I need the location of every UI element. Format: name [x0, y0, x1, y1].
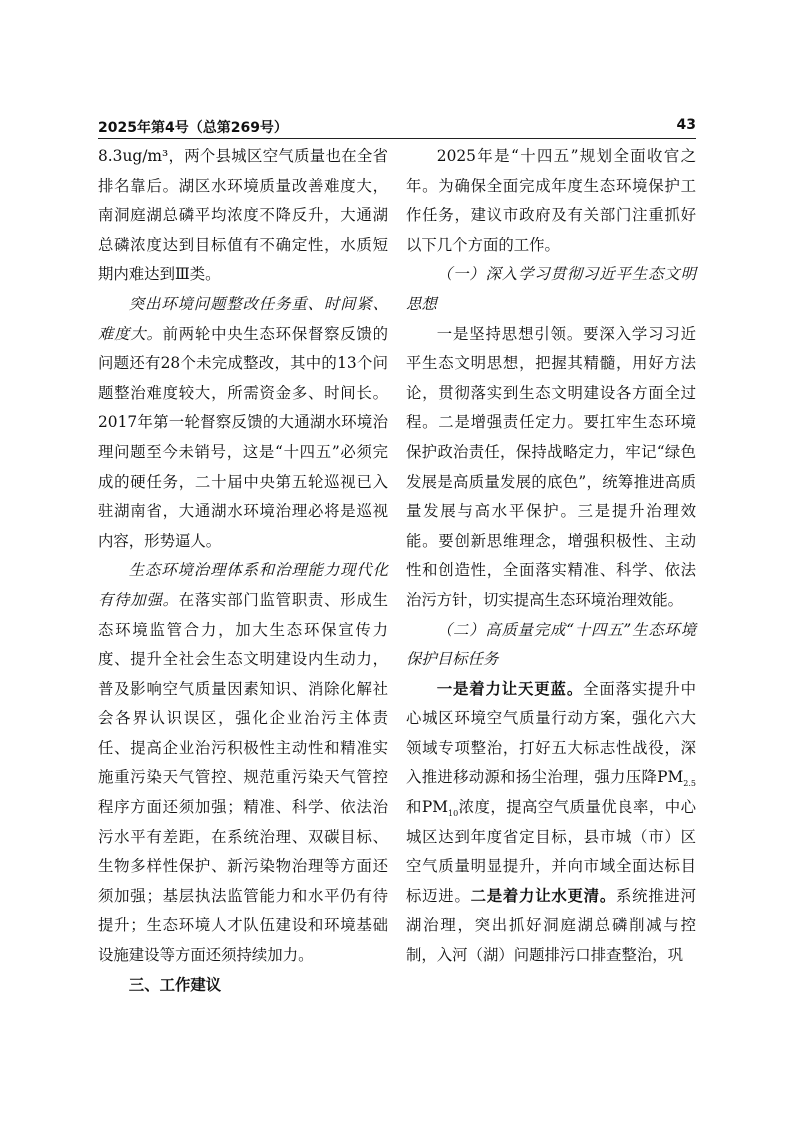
left-column: [98, 142, 388, 1000]
paragraph-body: 在落实部门监管职责、形成生态环境监管合力，加大生态环保宣传力度、提升全社会生态文明建设内生动力，普及影响空气质量因素知识、消除化解社会各界认识误区，强化企业治污主体责任、提高企业治污积极性主动性和精准实施重污染天气管控、规范重污染天气管控程序方面还须加强；精准、科学、依法治污水平有差距，在系统治理、双碳目标、生物多样性保护、新污染物治理等方面还须加强；基层执法监管能力和水平仍有待提升；生态环境人才队伍建设和环境基础设施建设等方面还须持续加力。: [98, 590, 388, 965]
paragraph-thought: 一是坚持思想引领。要深入学习习近平生态文明思想，把握其精髓，用好方法论，贯彻落实到生态文明建设各方面全过程。二是增强责任定力。要扛牢生态环境保护政治责任，保持战略定力，牢记“绿色发展是高质量发展的底色”，统筹推进高质量发展与高水平保护。三是提升治理效能。要创新思维理念，增强积极性、主动性和创造性，全面落实精准、科学、依法治污方针，切实提高生态环境治理效能。: [406, 324, 696, 609]
paragraph-governance: [98, 556, 388, 970]
issue-label: 2025年第4号（总第269号）: [98, 120, 288, 136]
paragraph-sky-water: [406, 675, 696, 971]
bold-lead-sky: 一是着力让天更蓝。: [436, 679, 584, 698]
paragraph-lead: 突出环境问题整改任务重、时间紧、难度大。: [98, 294, 388, 343]
paragraph-text: 浓度，提高空气质量优良率，中心城区达到年度省定目标，县市城（市）区空气质量明显提升，并向市域全面达标目标迈进。: [406, 798, 696, 905]
subheading-study-thought: （一）深入学习贯彻习近平生态文明思想: [406, 265, 696, 313]
paragraph-text: 和PM: [406, 798, 448, 817]
pm10-subscript: 10: [447, 809, 459, 819]
section-heading: 三、工作建议: [128, 975, 222, 994]
paragraph-rectification: [98, 290, 388, 556]
header-rule: [98, 138, 696, 139]
subheading-targets: （二）高质量完成“十四五”生态环境保护目标任务: [406, 620, 696, 669]
pm25-subscript: 2.5: [683, 779, 696, 789]
bold-lead-water: 二是着力让水更清。: [470, 886, 616, 905]
paragraph-lead: 生态环境治理体系和治理能力现代化有待加强。: [98, 561, 388, 609]
paragraph-body: 前两轮中央生态环保督察反馈的问题还有28个未完成整改，其中的13个问题整治难度较大，所需资金多、时间长。2017年第一轮督察反馈的大通湖水环境治理问题至今未销号，这是“十四五”必须完成的硬任务，二十届中央第五轮巡视已入驻湖南省，大通湖水环境治理必将是巡视内容，形势逼人。: [98, 324, 388, 550]
page-number: 43: [676, 117, 696, 133]
paragraph-text: 系统推进河湖治理，突出抓好洞庭湖总磷削减与控制，入河（湖）问题排污口排查整治，巩: [406, 886, 696, 965]
paragraph-air-water-quality: 8.3ug/m³，两个县城区空气质量也在全省排名靠后。湖区水环境质量改善难度大，南洞庭湖总磷平均浓度不降反升，大通湖总磷浓度达到目标值有不确定性，水质短期内难达到Ⅲ类。: [98, 147, 388, 284]
paragraph-intro: 2025年是“十四五”规划全面收官之年。为确保全面完成年度生态环境保护工作任务，建议市政府及有关部门注重抓好以下几个方面的工作。: [406, 147, 696, 254]
running-header: [98, 117, 696, 137]
right-column: [406, 142, 696, 971]
paragraph-text: 全面落实提升中心城区环境空气质量行动方案，强化六大领域专项整治，打好五大标志性战役，深入推进移动源和扬尘治理，强力压降PM: [406, 679, 696, 787]
